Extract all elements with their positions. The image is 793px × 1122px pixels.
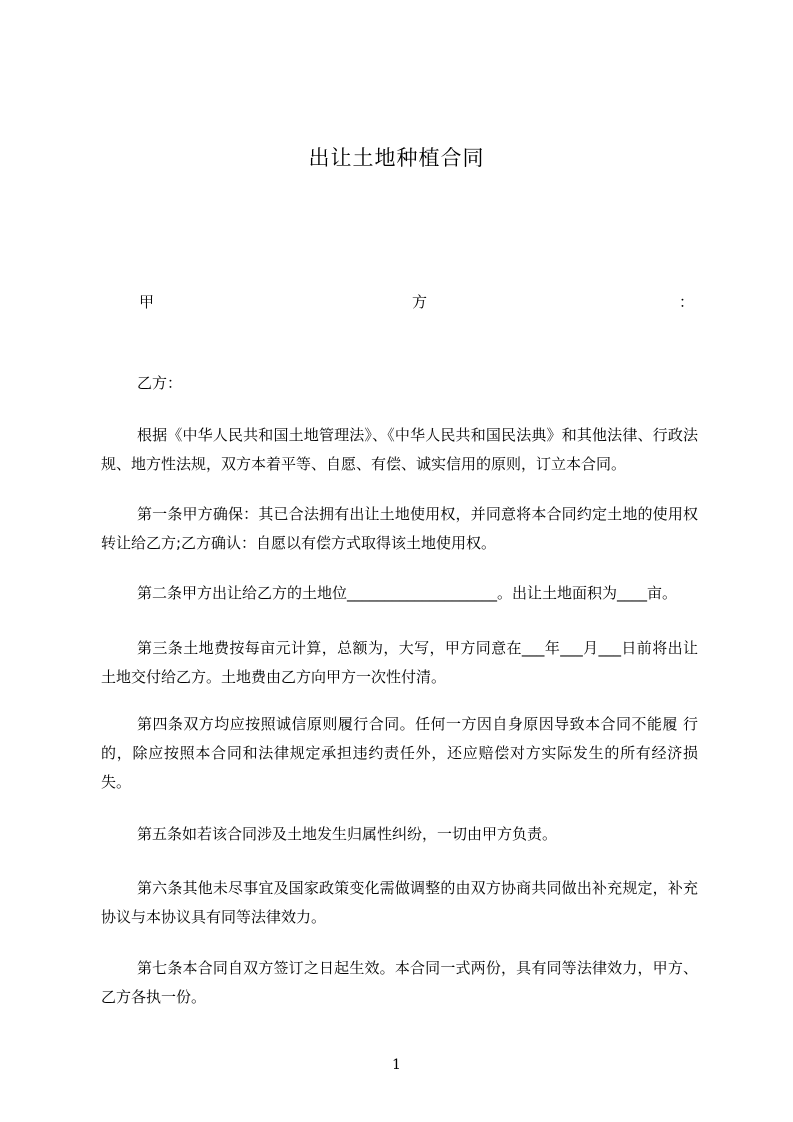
document-title: 出让土地种植合同 (308, 146, 485, 170)
article-2: 第二条甲方出让给乙方的土地位____________________。出让土地面积为____亩。 (137, 584, 678, 602)
preamble-paragraph: 根据《中华人民共和国土地管理法》、《中华人民共和国民法典》和其他法律、行政法规、地方性法规，双方本着平等、自愿、有偿、诚实信用的原则，订立本合同。 (101, 426, 698, 473)
party-a-label-char-1: 甲 (139, 293, 155, 311)
article-4: 第四条双方均应按照诚信原则履行合同。任何一方因自身原因导致本合同不能履 行的，除应按照本合同和法律规定承担违约责任外，还应赔偿对方实际发生的所有经济损失。 (101, 715, 698, 791)
party-b-line: 乙方： (137, 374, 183, 392)
article-1: 第一条甲方确保：其已合法拥有出让土地使用权，并同意将本合同约定土地的使用权转让给乙方;乙方确认：自愿以有偿方式取得该土地使用权。 (101, 505, 698, 552)
article-6: 第六条其他未尽事宜及国家政策变化需做调整的由双方协商共同做出补充规定，补充协议与本协议具有同等法律效力。 (101, 879, 698, 926)
article-7: 第七条本合同自双方签订之日起生效。本合同一式两份，具有同等法律效力，甲方、乙方各执一份。 (101, 959, 698, 1006)
article-3: 第三条土地费按每亩元计算，总额为，大写，甲方同意在___年___月___日前将出让土地交付给乙方。土地费由乙方向甲方一次性付清。 (101, 639, 698, 686)
page-number: 1 (392, 1057, 401, 1073)
party-a-colon: ： (678, 293, 694, 311)
article-5: 第五条如若该合同涉及土地发生归属性纠纷，一切由甲方负责。 (137, 825, 558, 843)
party-a-label-char-2: 方 (412, 293, 428, 311)
party-a-line (139, 290, 694, 314)
